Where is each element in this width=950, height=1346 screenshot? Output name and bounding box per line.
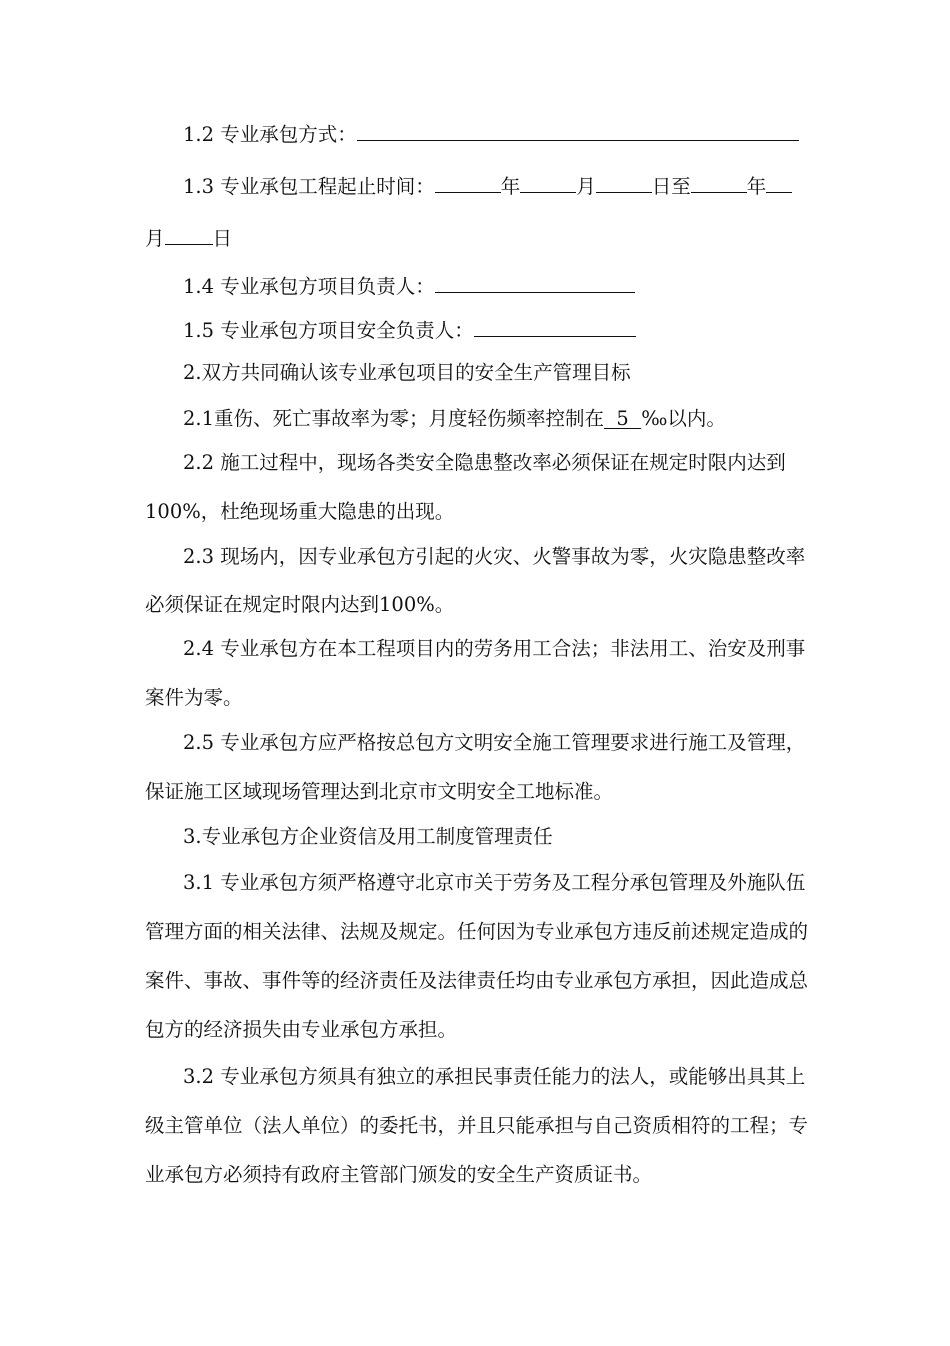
clause-2-2-line1: 2.2 施工过程中，现场各类安全隐患整改率必须保证在规定时限内达到 — [183, 451, 786, 474]
clause-3-1-line3: 案件、事故、事件等的经济责任及法律责任均由专业承包方承担，因此造成总 — [145, 969, 809, 992]
clause-label: 1.2 专业承包方式： — [183, 123, 357, 146]
blank-end-day[interactable] — [165, 224, 213, 245]
clause-3-1-line1: 3.1 专业承包方须严格遵守北京市关于劳务及工程分承包管理及外施队伍 — [183, 871, 806, 894]
clause-label: 1.3 专业承包工程起止时间： — [183, 175, 435, 198]
clause-1-3 — [183, 172, 792, 200]
clause-3-1-line4: 包方的经济损失由专业承包方承担。 — [145, 1018, 458, 1041]
clause-3-2-line2: 级主管单位（法人单位）的委托书，并且只能承担与自己资质相符的工程；专 — [145, 1114, 809, 1137]
blank-end-month-part[interactable] — [766, 172, 792, 193]
clause-2-3-line2: 必须保证在规定时限内达到100%。 — [145, 593, 455, 616]
injury-rate-value: 5 — [604, 407, 642, 430]
clause-2-4-line2: 案件为零。 — [145, 686, 243, 709]
clause-2-5-line1: 2.5 专业承包方应严格按总包方文明安全施工管理要求进行施工及管理， — [183, 731, 806, 754]
blank-start-day[interactable] — [596, 172, 652, 193]
clause-1-2 — [183, 120, 799, 148]
day-to-label: 日至 — [651, 175, 691, 198]
blank-end-year[interactable] — [691, 172, 747, 193]
clause-text: ‰以内。 — [641, 407, 726, 430]
year-label: 年 — [500, 175, 521, 198]
clause-1-3-cont — [145, 224, 232, 252]
blank-safety-manager[interactable] — [474, 316, 636, 337]
blank-start-year[interactable] — [435, 172, 501, 193]
clause-3-1-line2: 管理方面的相关法律、法规及规定。任何因为专业承包方违反前述规定造成的 — [145, 920, 809, 943]
blank-contract-method[interactable] — [357, 120, 799, 141]
blank-project-manager[interactable] — [435, 272, 635, 293]
month-label: 月 — [145, 227, 165, 250]
section-3-title: 3.专业承包方企业资信及用工制度管理责任 — [183, 825, 553, 848]
clause-3-2-line1: 3.2 专业承包方须具有独立的承担民事责任能力的法人，或能够出具其上 — [183, 1065, 806, 1088]
blank-start-month[interactable] — [520, 172, 576, 193]
section-2-title: 2.双方共同确认该专业承包项目的安全生产管理目标 — [183, 361, 631, 384]
clause-2-3-line1: 2.3 现场内，因专业承包方引起的火灾、火警事故为零，火灾隐患整改率 — [183, 545, 806, 568]
clause-2-5-line2: 保证施工区域现场管理达到北京市文明安全工地标准。 — [145, 780, 614, 803]
month-label: 月 — [576, 175, 596, 198]
clause-1-5 — [183, 316, 636, 344]
day-label: 日 — [212, 227, 233, 250]
clause-1-4 — [183, 272, 635, 300]
clause-label: 1.5 专业承包方项目安全负责人： — [183, 319, 474, 342]
clause-3-2-line3: 业承包方必须持有政府主管部门颁发的安全生产资质证书。 — [145, 1163, 653, 1186]
clause-label: 1.4 专业承包方项目负责人： — [183, 275, 435, 298]
clause-2-2-line2: 100%，杜绝现场重大隐患的出现。 — [145, 500, 455, 523]
clause-text: 2.1重伤、死亡事故率为零；月度轻伤频率控制在 — [183, 407, 605, 430]
clause-2-4-line1: 2.4 专业承包方在本工程项目内的劳务用工合法；非法用工、治安及刑事 — [183, 637, 806, 660]
clause-2-1 — [183, 406, 726, 432]
year-label: 年 — [746, 175, 767, 198]
